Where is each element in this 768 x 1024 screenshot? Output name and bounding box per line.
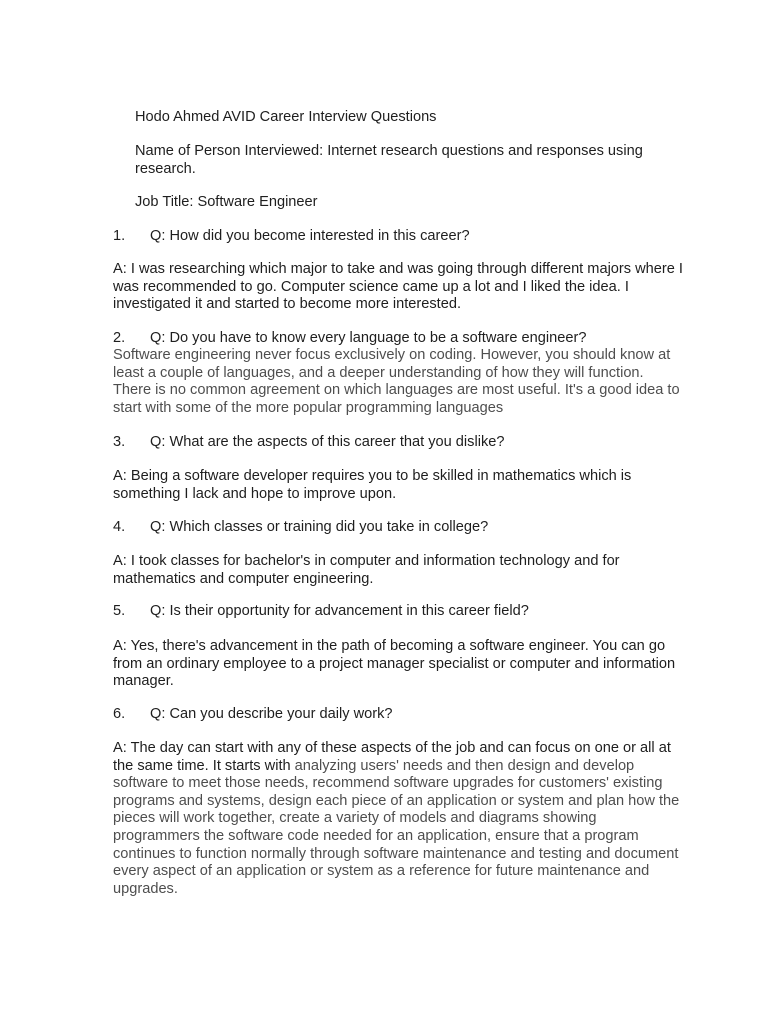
question-text: Q: What are the aspects of this career that you dislike? <box>150 434 505 450</box>
question-number: 5. <box>113 603 126 619</box>
answer-6-intro: A: The day can start with any of these aspects of the job and can focus on one or all at the same time. It starts with <box>113 740 671 774</box>
question-number: 6. <box>113 706 126 722</box>
question-1 <box>113 228 683 246</box>
question-4 <box>113 519 683 537</box>
answer-6-details: analyzing users' needs and then design and develop software to meet those needs, recommend software upgrades for customers' existing programs and systems, design each piece of an application or system and plan how the pieces will work together, create a variety of models and diagrams showing programmers the software code needed for an application, ensure that a program continues to function normally through software maintenance and testing and document every aspect of an application or system as a reference for future maintenance and upgrades. <box>113 757 680 897</box>
question-5 <box>113 603 683 621</box>
question-text: Q: Is their opportunity for advancement in this career field? <box>150 603 529 619</box>
question-number: 2. <box>113 330 126 346</box>
document-title: Hodo Ahmed AVID Career Interview Questions <box>135 109 437 125</box>
answer-2: Software engineering never focus exclusively on coding. However, you should know at least a couple of languages, and a deeper understanding of how they will function. There is no common agreement on which languages are most useful. It's a good idea to start with some of the more popular programming languages <box>113 347 680 416</box>
answer-1: A: I was researching which major to take and was going through different majors where I was recommended to go. Computer science came up a lot and I liked the idea. I investigated it and started to become more interested. <box>113 261 683 313</box>
question-text: Q: Can you describe your daily work? <box>150 706 393 722</box>
answer-6 <box>113 740 683 898</box>
answer-5: A: Yes, there's advancement in the path of becoming a software engineer. You can go from an ordinary employee to a project manager specialist or computer and information manager. <box>113 638 676 690</box>
answer-3: A: Being a software developer requires you to be skilled in mathematics which is something I lack and hope to improve upon. <box>113 468 632 502</box>
question-3 <box>113 434 683 452</box>
question-6 <box>113 706 683 724</box>
question-text: Q: Do you have to know every language to be a software engineer? <box>150 330 587 346</box>
question-2 <box>113 330 683 348</box>
job-title-line: Job Title: Software Engineer <box>135 194 318 210</box>
question-number: 4. <box>113 519 126 535</box>
question-text: Q: Which classes or training did you take in college? <box>150 519 489 535</box>
question-number: 1. <box>113 228 126 244</box>
question-number: 3. <box>113 434 126 450</box>
interviewee-line: Name of Person Interviewed: Internet research questions and responses using research. <box>135 143 643 177</box>
answer-4: A: I took classes for bachelor's in computer and information technology and for mathematics and computer engineering. <box>113 553 620 587</box>
question-text: Q: How did you become interested in this career? <box>150 228 470 244</box>
